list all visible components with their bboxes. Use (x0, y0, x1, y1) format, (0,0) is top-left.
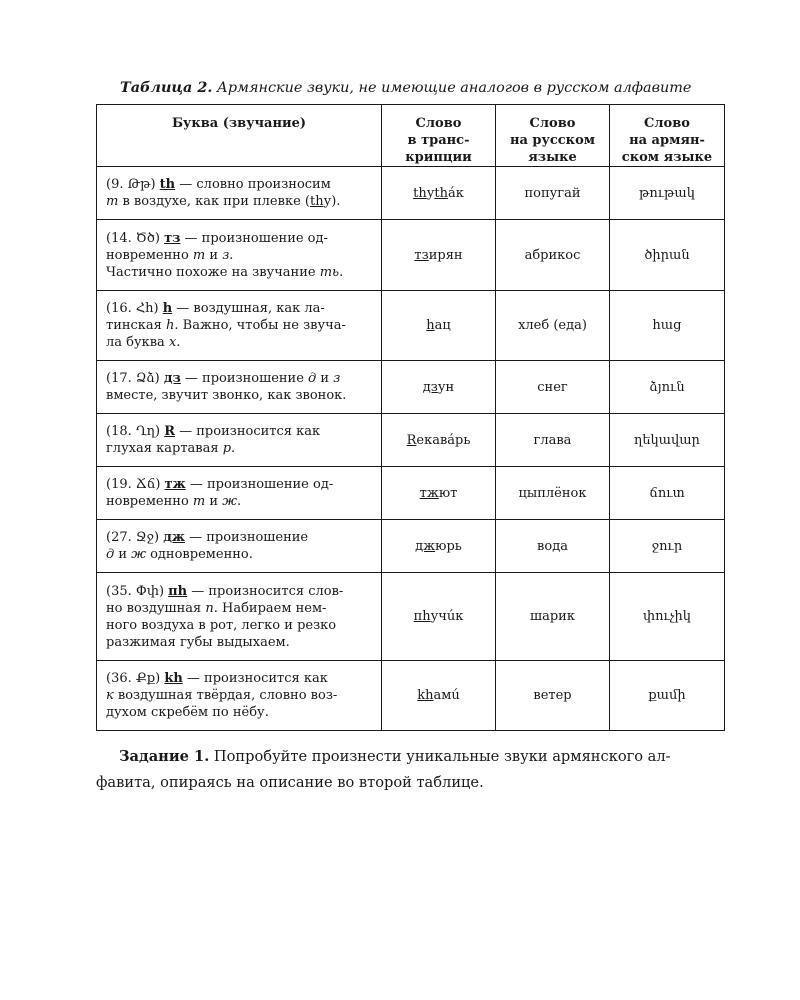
table-caption (0, 79, 800, 96)
underlined-sound: пh (413, 609, 431, 624)
italic-letter: т (192, 247, 206, 263)
transcription-word: hац (382, 291, 496, 361)
underlined-sound: тж (419, 485, 439, 501)
table-header-row (97, 105, 725, 167)
sound-key: R (164, 424, 175, 439)
header-russian: Слово на русском языке (496, 105, 610, 167)
table-row (97, 661, 725, 731)
underlined-sound: th (413, 185, 427, 201)
underlined-sound: дж (415, 538, 436, 554)
table-row (97, 361, 725, 414)
armenian-word: ճուտ (610, 467, 725, 520)
letter-description: (16. Հհ) h — воздушная, как ла- тинская h. Важно, чтобы не звуча- ла буква х. (97, 291, 382, 361)
underlined-sound: h (426, 318, 435, 333)
italic-letter: д (106, 547, 115, 562)
italic-letter: з (222, 247, 230, 263)
sound-key: дз (163, 371, 181, 386)
letter-description: (14. Ծծ) тз — произношение од- новременно т и з. Частично похоже на звучание ть. (97, 220, 382, 291)
russian-word: снег (496, 361, 610, 414)
transcription-word: тжют (382, 467, 496, 520)
armenian-word: քամի (610, 661, 725, 731)
letter-description: (27. Ջջ) дж — произношение д и ж одновременно. (97, 520, 382, 573)
italic-letter: ж (131, 547, 146, 562)
table-row (97, 414, 725, 467)
letter-description: (9. Թթ) th — словно произносим т в воздухе, как при плевке (thу). (97, 167, 382, 220)
italic-letter: з (333, 371, 341, 386)
russian-word: шарик (496, 573, 610, 661)
transcription-word: thуtháк (382, 167, 496, 220)
italic-letter: ть (319, 264, 340, 280)
sound-key: тз (164, 230, 181, 246)
transcription-word: Rекавáрь (382, 414, 496, 467)
transcription-word: дзун (382, 361, 496, 414)
transcription-word: khамú (382, 661, 496, 731)
armenian-word: հաց (610, 291, 725, 361)
sound-key: th (159, 177, 176, 192)
underlined-sound: R (406, 432, 417, 448)
underlined-sound: тз (414, 247, 429, 263)
russian-word: цыплёнок (496, 467, 610, 520)
armenian-word: ղեկավար (610, 414, 725, 467)
italic-letter: п (205, 600, 214, 616)
italic-letter: д (308, 371, 317, 386)
armenian-word: ջուր (610, 520, 725, 573)
letter-description: (17. Ձձ) дз — произношение д и з вместе, звучит звонко, как звонок. (97, 361, 382, 414)
armenian-word: փուչիկ (610, 573, 725, 661)
italic-letter: р (222, 441, 232, 456)
sound-key: пh (168, 583, 188, 599)
italic-letter: к (106, 688, 114, 703)
task-text-line1: Попробуйте произнести уникальные звуки армянского ал- (209, 748, 671, 765)
italic-letter: т (192, 494, 206, 509)
table-row (97, 467, 725, 520)
transcription-word: джюрь (382, 520, 496, 573)
armenian-word: ձյուն (610, 361, 725, 414)
russian-word: вода (496, 520, 610, 573)
table-row (97, 573, 725, 661)
russian-word: глава (496, 414, 610, 467)
task-paragraph (96, 744, 724, 796)
italic-letter: х (168, 335, 177, 350)
italic-letter: ж (222, 494, 237, 509)
armenian-word: ծիրան (610, 220, 725, 291)
header-transcription: Слово в транс- крипции (382, 105, 496, 167)
table-row (97, 291, 725, 361)
table-row (97, 220, 725, 291)
table-row (97, 520, 725, 573)
table-row (97, 167, 725, 220)
underlined-sound: th (434, 185, 448, 201)
letter-description: (36. Քք) kh — произносится как к воздушная твёрдая, словно воз- духом скребём по нёбу. (97, 661, 382, 731)
italic-letter: т (106, 194, 119, 209)
sound-key: kh (164, 671, 183, 686)
caption-text: Армянские звуки, не имеющие аналогов в русском алфавите (212, 80, 692, 96)
sound-key: дж (163, 530, 185, 545)
russian-word: ветер (496, 661, 610, 731)
letter-description: (18. Ղղ) R — произносится как глухая картавая р. (97, 414, 382, 467)
letter-description: (35. Փփ) пh — произносится слов- но воздушная п. Набираем нем- ного воздуха в рот, легко и резко разжимая губы выдыхаем. (97, 573, 382, 661)
task-label: Задание 1. (119, 748, 210, 765)
sound-key: тж (164, 477, 186, 492)
transcription-word: пhучúк (382, 573, 496, 661)
task-text-line2: фавита, опираясь на описание во второй таблице. (96, 774, 484, 791)
armenian-sounds-table (96, 104, 725, 731)
header-letter: Буква (звучание) (97, 105, 382, 167)
letter-description: (19. Ճճ) тж — произношение од- новременно т и ж. (97, 467, 382, 520)
russian-word: абрикос (496, 220, 610, 291)
caption-label: Таблица 2. (120, 79, 213, 96)
underlined-sound: дз (422, 379, 438, 395)
italic-letter: h (166, 318, 175, 333)
underlined-sound: kh (417, 688, 434, 703)
underlined-sound: th (309, 194, 324, 209)
sound-key: h (162, 301, 173, 316)
russian-word: попугай (496, 167, 610, 220)
transcription-word: тзирян (382, 220, 496, 291)
armenian-word: թութակ (610, 167, 725, 220)
russian-word: хлеб (еда) (496, 291, 610, 361)
header-armenian: Слово на армян- ском языке (610, 105, 725, 167)
